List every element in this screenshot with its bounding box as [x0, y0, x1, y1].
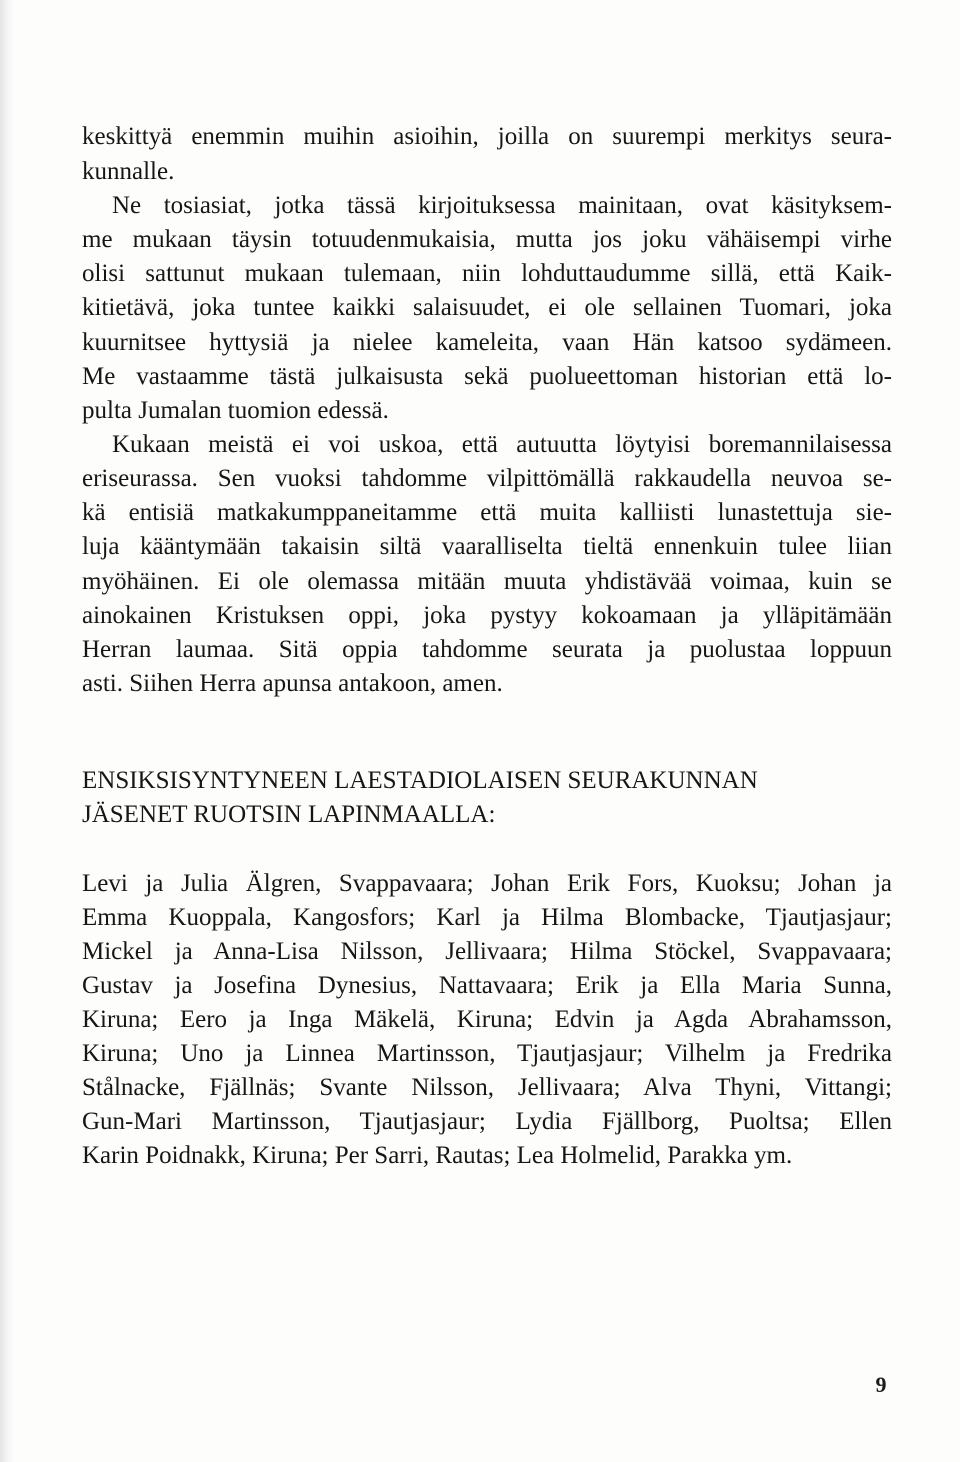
members-line: Gustav ja Josefina Dynesius, Nattavaara; Erik ja Ella Maria Sunna,	[82, 972, 892, 999]
text-line: Herran laumaa. Sitä oppia tahdomme seurata ja puolustaa loppuun	[82, 636, 892, 663]
section-heading: JÄSENET RUOTSIN LAPINMAALLA:	[82, 801, 496, 828]
text-line: keskittyä enemmin muihin asioihin, joilla on suurempi merkitys seura-	[82, 123, 892, 150]
text-line: luja kääntymään takaisin siltä vaaralliselta tieltä ennenkuin tulee liian	[82, 533, 892, 560]
text-line: Kukaan meistä ei voi uskoa, että autuutta löytyisi boremannilaisessa	[112, 431, 892, 458]
members-line: Mickel ja Anna-Lisa Nilsson, Jellivaara; Hilma Stöckel, Svappavaara;	[82, 938, 892, 965]
text-line: Me vastaamme tästä julkaisusta sekä puolueettoman historian että lo-	[82, 363, 892, 390]
page-gutter-shadow	[0, 0, 14, 1462]
members-line: Emma Kuoppala, Kangosfors; Karl ja Hilma Blombacke, Tjautjasjaur;	[82, 904, 892, 931]
page-number: 9	[875, 1372, 887, 1397]
section-heading: ENSIKSISYNTYNEEN LAESTADIOLAISEN SEURAKUNNAN	[82, 767, 758, 794]
text-line: kuurnitsee hyttysiä ja nielee kameleita, vaan Hän katsoo sydämeen.	[82, 329, 892, 356]
members-line: Kiruna; Eero ja Inga Mäkelä, Kiruna; Edvin ja Agda Abrahamsson,	[82, 1006, 892, 1033]
text-line: asti. Siihen Herra apunsa antakoon, amen.	[82, 670, 503, 697]
text-line: myöhäinen. Ei ole olemassa mitään muuta yhdistävää voimaa, kuin se	[82, 568, 892, 595]
text-line: eriseurassa. Sen vuoksi tahdomme vilpittömällä rakkaudella neuvoa se-	[82, 465, 892, 492]
members-line: Gun-Mari Martinsson, Tjautjasjaur; Lydia Fjällborg, Puoltsa; Ellen	[82, 1108, 892, 1135]
members-line: Levi ja Julia Älgren, Svappavaara; Johan Erik Fors, Kuoksu; Johan ja	[82, 870, 892, 897]
members-line: Kiruna; Uno ja Linnea Martinsson, Tjautjasjaur; Vilhelm ja Fredrika	[82, 1040, 892, 1067]
text-line: ainokainen Kristuksen oppi, joka pystyy kokoamaan ja ylläpitämään	[82, 602, 892, 629]
members-line: Stålnacke, Fjällnäs; Svante Nilsson, Jellivaara; Alva Thyni, Vittangi;	[82, 1074, 892, 1101]
text-line: kä entisiä matkakumppaneitamme että muita kalliisti lunastettuja sie-	[82, 499, 892, 526]
text-line: pulta Jumalan tuomion edessä.	[82, 397, 389, 424]
text-line: kitietävä, joka tuntee kaikki salaisuudet, ei ole sellainen Tuomari, joka	[82, 294, 892, 321]
text-line: olisi sattunut mukaan tulemaan, niin lohduttaudumme sillä, että Kaik-	[82, 260, 892, 287]
members-line: Karin Poidnakk, Kiruna; Per Sarri, Rautas; Lea Holmelid, Parakka ym.	[82, 1142, 793, 1169]
text-line: Ne tosiasiat, jotka tässä kirjoituksessa mainitaan, ovat käsityksem-	[112, 192, 892, 219]
text-line: me mukaan täysin totuudenmukaisia, mutta jos joku vähäisempi virhe	[82, 226, 892, 253]
text-line: kunnalle.	[82, 158, 175, 185]
